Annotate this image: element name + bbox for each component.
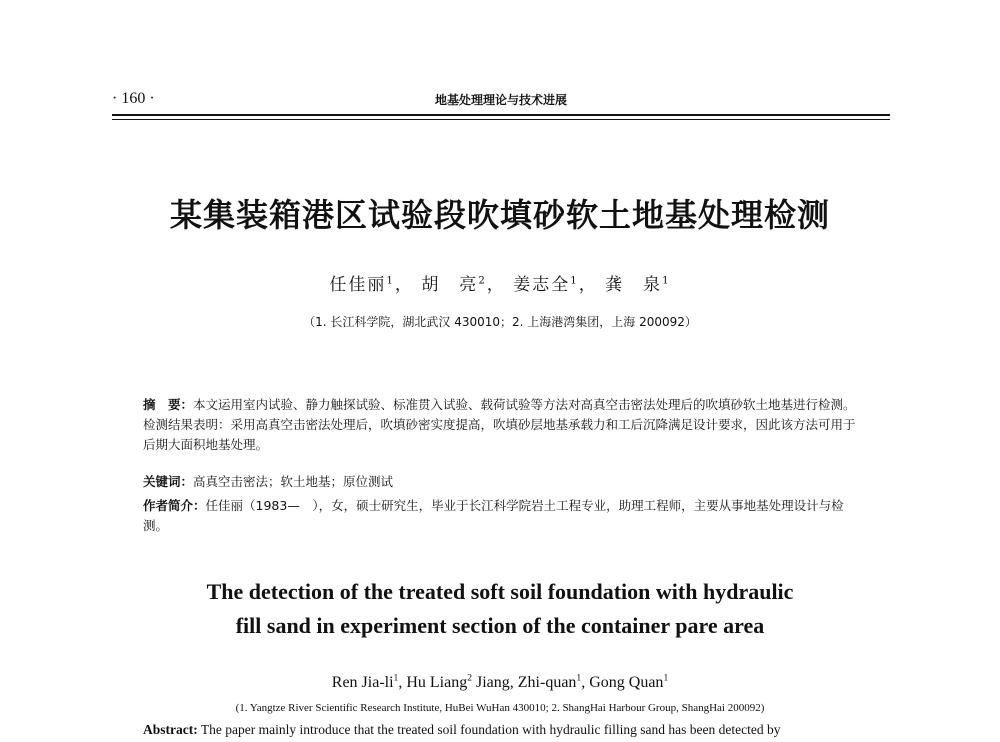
author-affiliation-mark: 2 — [478, 275, 487, 287]
author-name: Jiang, Zhi-quan — [476, 674, 577, 691]
author-bio-chinese — [143, 496, 865, 536]
running-title: 地基处理理论与技术进展 — [434, 93, 567, 107]
author-affiliation-mark: 2 — [467, 672, 472, 684]
author-affiliation-mark: 1 — [570, 275, 579, 287]
author-affiliation-mark: 1 — [576, 672, 582, 684]
author-name: 任佳丽 — [329, 275, 387, 295]
abstract-text: The paper mainly introduce that the treated soil foundation with hydraulic filling sand has been detected by — [200, 722, 781, 737]
author-affiliation-mark: 1 — [662, 275, 671, 287]
page-number: · 160 · — [112, 90, 155, 107]
title-english-line: The detection of the treated soft soil foundation with hydraulic — [206, 579, 794, 604]
author-affiliation-mark: 1 — [663, 672, 669, 684]
affiliation-chinese: （1. 长江科学院，湖北武汉 430010；2. 上海港湾集团，上海 200092） — [303, 315, 697, 329]
author-affiliation-mark: 1 — [393, 672, 399, 684]
title-english — [0, 575, 1000, 643]
title-chinese: 某集装箱港区试验段吹填砂软土地基处理检测 — [169, 196, 830, 234]
author-name: Ren Jia-li — [331, 674, 394, 691]
author-name: 胡 亮 — [421, 275, 479, 295]
keywords-chinese — [143, 472, 865, 492]
author-name: Gong Quan — [589, 674, 664, 691]
author-affiliation-mark: 1 — [386, 275, 395, 287]
authors-english: Ren Jia-$li^1$, Hu Liang$^2$ Jiang, Zhi-quan$^1$, Gong Quan$^1$ — [331, 672, 669, 691]
bio-label: 作者简介： — [143, 498, 206, 513]
keywords-text: 高真空击密法；软土地基；原位测试 — [193, 474, 394, 489]
author-name: 姜志全 — [513, 275, 571, 295]
author-name: Hu Liang — [406, 674, 468, 691]
bio-text: 任佳丽（1983— ），女，硕士研究生，毕业于长江科学院岩土工程专业，助理工程师，主要从事地基处理设计与检测。 — [143, 498, 844, 533]
page-header — [112, 88, 890, 112]
header-rule-thin — [112, 119, 890, 120]
author-name: 龚 泉 — [605, 275, 663, 295]
keywords-label: 关键词： — [143, 474, 194, 489]
abstract-chinese — [143, 395, 865, 455]
abstract-label: Abstract: — [143, 722, 198, 737]
title-english-line: fill sand in experiment section of the container pare area — [235, 613, 765, 638]
abstract-english — [143, 722, 873, 738]
header-rule-thick — [112, 114, 890, 116]
authors-chinese: 任佳丽$^1$， 胡 亮$^2$， 姜志全$^1$， 龚 泉$^1$ — [329, 275, 671, 295]
abstract-label: 摘 要： — [143, 397, 194, 412]
affiliation-english: (1. Yangtze River Scientific Research Institute, HuBei WuHan 430010; 2. ShangHai Harbour Group, ShangHai 200092) — [235, 702, 765, 714]
abstract-text: 本文运用室内试验、静力触探试验、标准贯入试验、载荷试验等方法对高真空击密法处理后的吹填砂软土地基进行检测。检测结果表明：采用高真空击密法处理后，吹填砂密实度提高，吹填砂层地基承载力和工后沉降满足设计要求，因此该方法可用于后期大面积地基处理。 — [143, 397, 856, 452]
